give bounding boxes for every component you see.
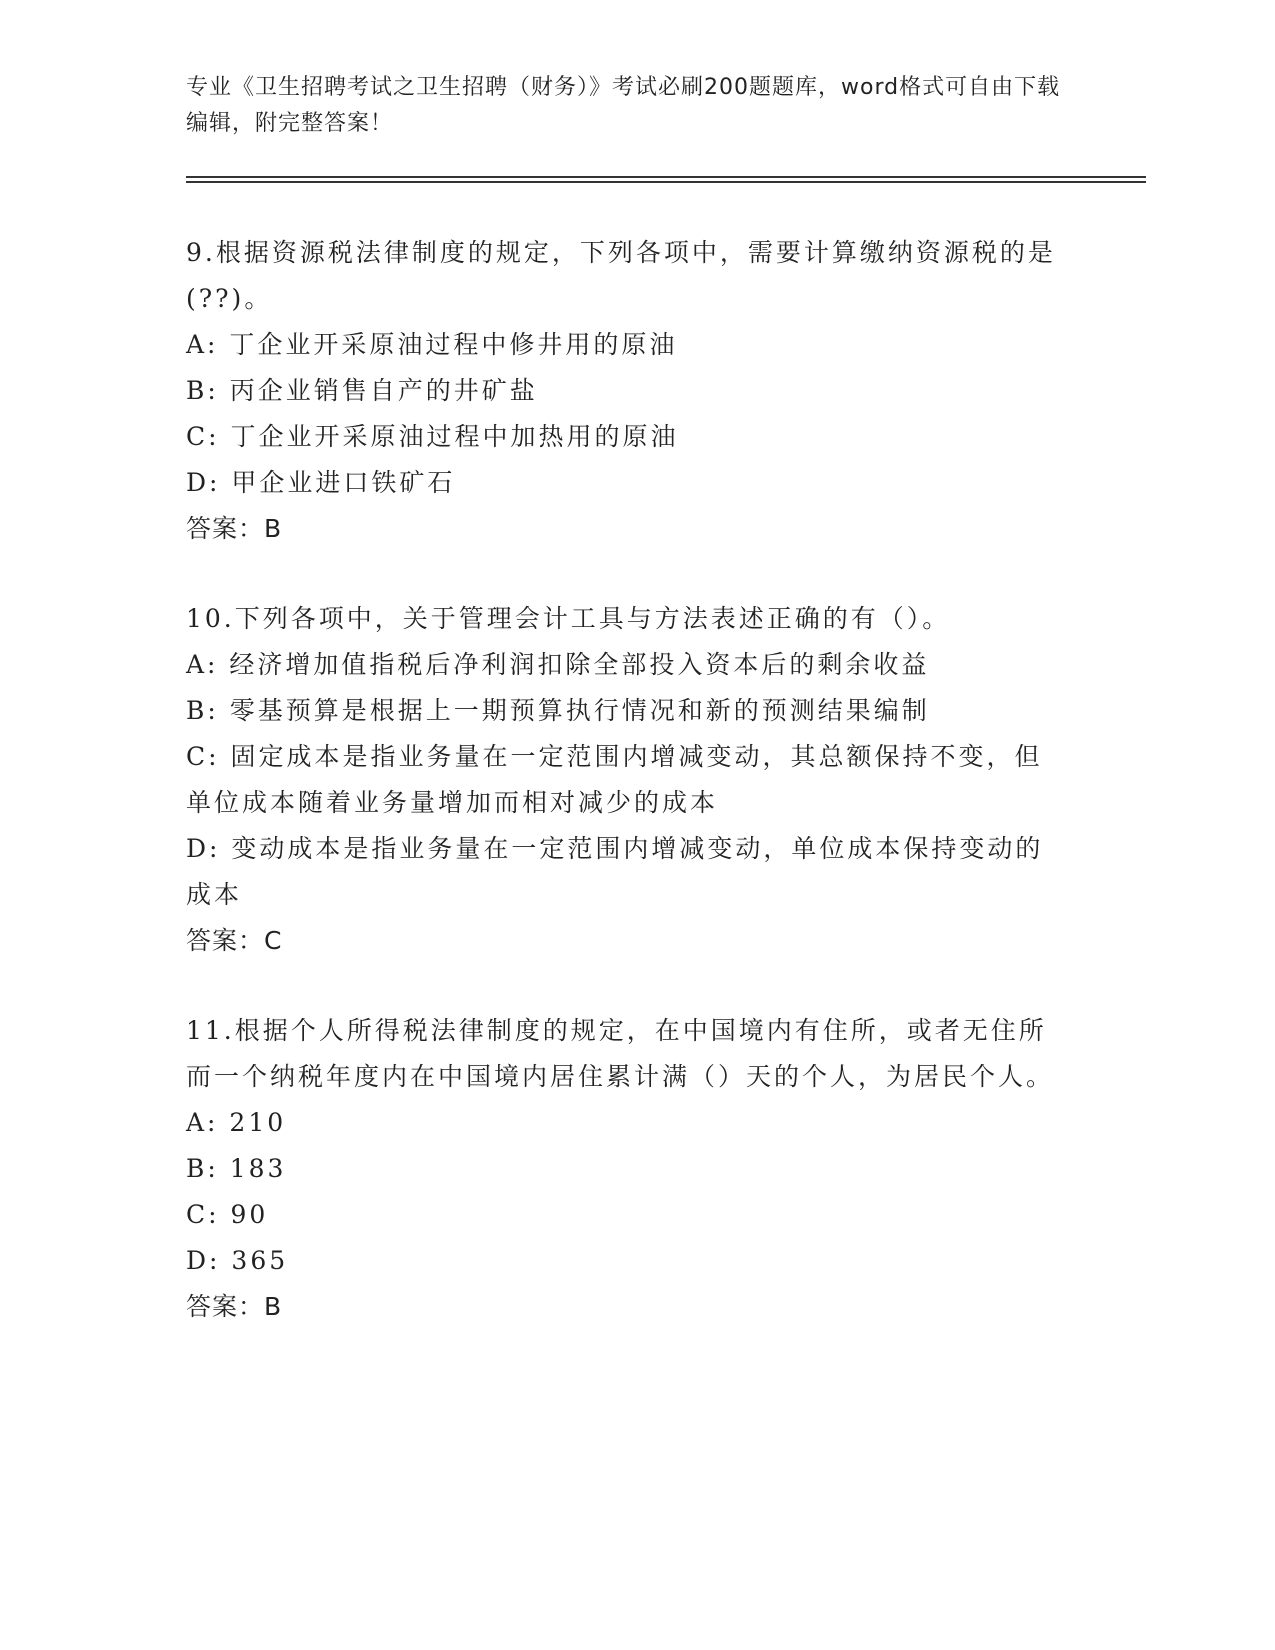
question-text: 9.根据资源税法律制度的规定，下列各项中，需要计算缴纳资源税的是(??)。 [186, 238, 1056, 313]
answer: 答案：B [186, 514, 283, 543]
question-9 [186, 230, 1066, 552]
answer: 答案：C [186, 926, 283, 955]
option-d: D: 变动成本是指业务量在一定范围内增减变动，单位成本保持变动的成本 [186, 834, 1044, 909]
answer: 答案：B [186, 1292, 283, 1321]
question-list [186, 230, 1066, 1374]
option-d: D: 365 [186, 1246, 289, 1275]
option-a: A: 210 [186, 1108, 287, 1137]
option-d: D: 甲企业进口铁矿石 [186, 468, 456, 497]
header-divider-top [186, 176, 1146, 178]
option-c: C: 丁企业开采原油过程中加热用的原油 [186, 422, 679, 451]
document-intro: 专业《卫生招聘考试之卫生招聘（财务）》考试必刷200题题库，word格式可自由下载编辑，附完整答案！ [186, 75, 1061, 136]
header-divider-bottom [186, 181, 1146, 183]
option-a: A: 经济增加值指税后净利润扣除全部投入资本后的剩余收益 [186, 650, 930, 679]
option-a: A: 丁企业开采原油过程中修井用的原油 [186, 330, 678, 359]
option-b: B: 183 [186, 1154, 287, 1183]
question-10 [186, 596, 1066, 964]
question-11 [186, 1008, 1066, 1330]
option-b: B: 丙企业销售自产的井矿盐 [186, 376, 538, 405]
option-c: C: 90 [186, 1200, 269, 1229]
question-text: 11.根据个人所得税法律制度的规定，在中国境内有住所，或者无住所而一个纳税年度内在中国境内居住累计满（）天的个人，为居民个人。 [186, 1016, 1055, 1091]
option-c: C: 固定成本是指业务量在一定范围内增减变动，其总额保持不变，但单位成本随着业务量增加而相对减少的成本 [186, 742, 1043, 817]
question-text: 10.下列各项中，关于管理会计工具与方法表述正确的有（）。 [186, 604, 951, 633]
option-b: B: 零基预算是根据上一期预算执行情况和新的预测结果编制 [186, 696, 930, 725]
